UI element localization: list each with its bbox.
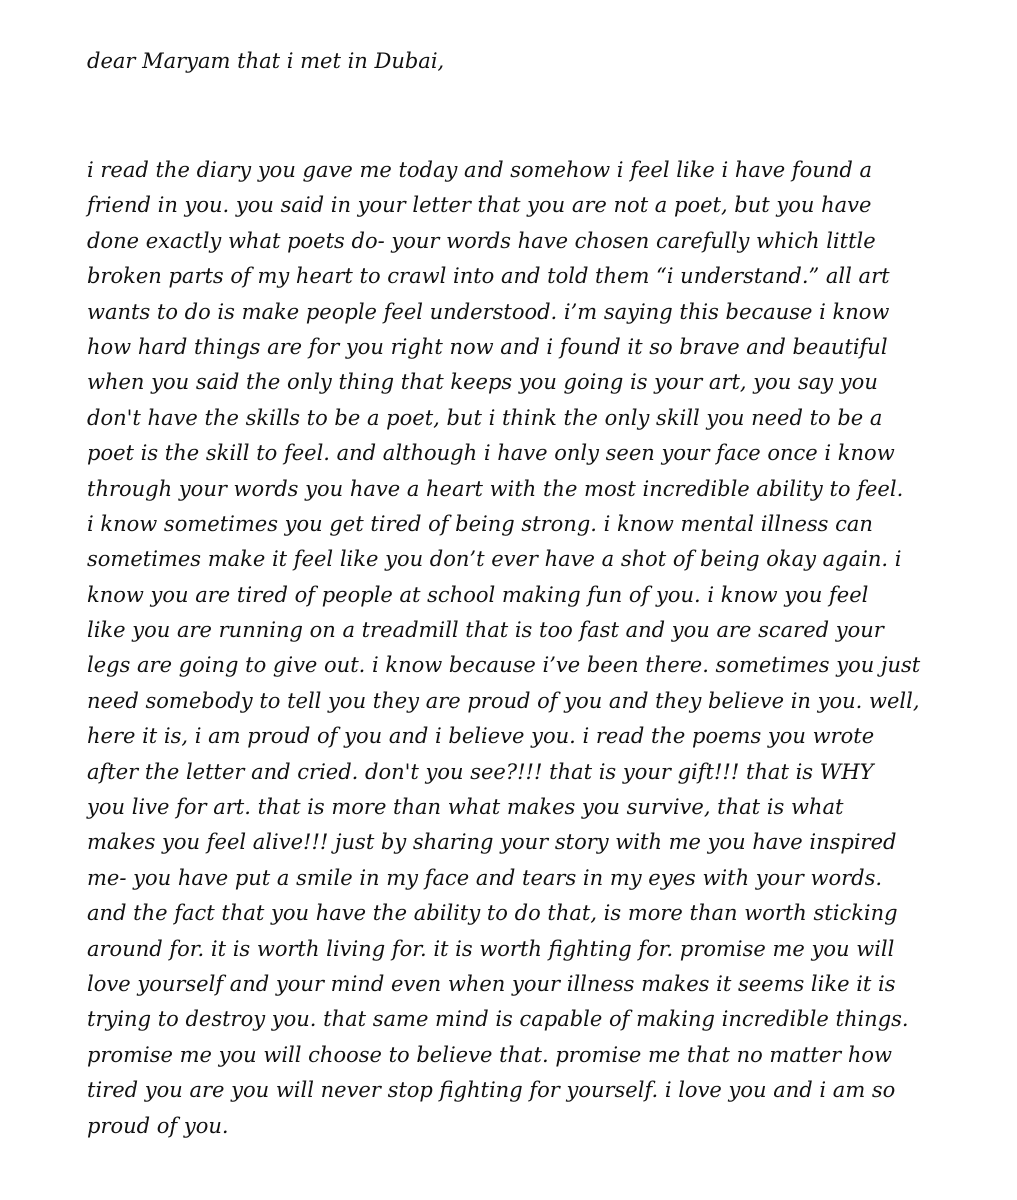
letter-line: and the fact that you have the ability to do that, is more than worth sticking (87, 901, 898, 926)
letter-line: how hard things are for you right now and i found it so brave and beautiful (87, 334, 888, 359)
letter-line: don't have the skills to be a poet, but i think the only skill you need to be a (87, 405, 883, 430)
letter-line: love yourself and your mind even when your illness makes it seems like it is (87, 971, 896, 996)
letter-line: i read the diary you gave me today and somehow i feel like i have found a (87, 158, 872, 182)
letter-line: need somebody to tell you they are proud of you and they believe in you. well, (87, 688, 920, 713)
letter-line: broken parts of my heart to crawl into and told them “i understand.” all art (87, 264, 890, 289)
letter-line: poet is the skill to feel. and although i have only seen your face once i know (87, 441, 895, 466)
letter-line: sometimes make it feel like you don’t ever have a shot of being okay again. i (87, 547, 902, 572)
letter-line: promise me you will choose to believe that. promise me that no matter how (87, 1042, 893, 1067)
letter-line: after the letter and cried. don't you see?!!! that is your gift!!! that is WHY (87, 759, 874, 784)
letter-line: i know sometimes you get tired of being strong. i know mental illness can (87, 511, 873, 536)
letter-line: me- you have put a smile in my face and tears in my eyes with your words. (87, 865, 883, 890)
letter-line: you live for art. that is more than what makes you survive, that is what (87, 795, 844, 820)
letter-line: friend in you. you said in your letter that you are not a poet, but you have (87, 193, 872, 218)
letter-line: makes you feel alive!!! just by sharing your story with me you have inspired (87, 830, 897, 855)
letter-body (87, 153, 967, 1144)
letter-line: through your words you have a heart with the most incredible ability to feel. (87, 476, 904, 501)
letter-line: around for. it is worth living for. it is worth fighting for. promise me you will (87, 936, 895, 961)
letter-greeting: dear Maryam that i met in Dubai, (87, 49, 445, 73)
letter-line: wants to do is make people feel understood. i’m saying this because i know (87, 299, 890, 324)
letter-line: when you said the only thing that keeps you going is your art, you say you (87, 370, 878, 395)
letter-line: proud of you. (87, 1113, 229, 1138)
letter-line: here it is, i am proud of you and i believe you. i read the poems you wrote (87, 724, 875, 749)
letter-line: done exactly what poets do- your words have chosen carefully which little (87, 228, 876, 253)
letter-line: tired you are you will never stop fighting for yourself. i love you and i am so (87, 1078, 896, 1103)
letter-line: know you are tired of people at school making fun of you. i know you feel (87, 582, 869, 607)
letter-line: legs are going to give out. i know because i’ve been there. sometimes you just (87, 653, 921, 678)
letter-line: trying to destroy you. that same mind is capable of making incredible things. (87, 1007, 909, 1032)
letter-line: like you are running on a treadmill that is too fast and you are scared your (87, 618, 884, 643)
